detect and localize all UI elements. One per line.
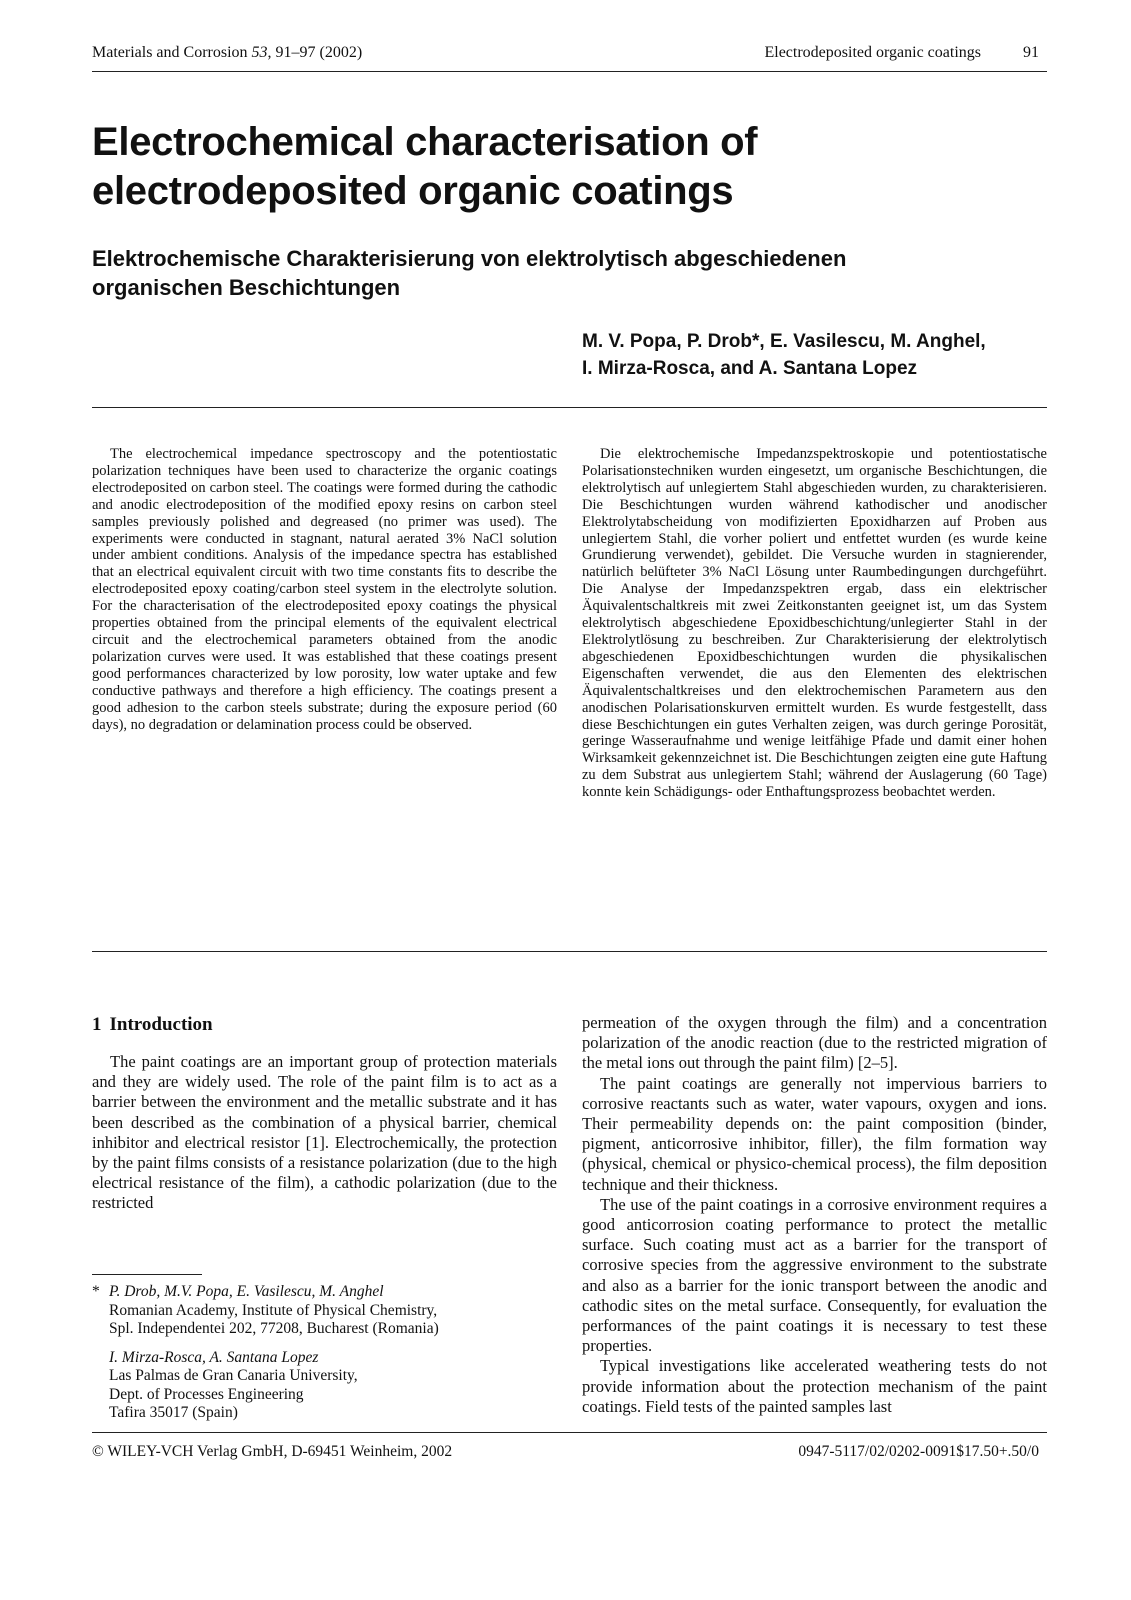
affiliation-1-line: Spl. Independentei 202, 77208, Bucharest (Romania) [109,1320,439,1337]
german-title-line-1: Elektrochemische Charakterisierung von elektrolytisch abgeschiedenen [92,246,847,271]
affiliation-2-line: Dept. of Processes Engineering [109,1385,304,1403]
article-title-line-2: electrodeposited organic coatings [92,169,734,213]
author-list-line-1: M. V. Popa, P. Drob*, E. Vasilescu, M. Anghel, [582,331,986,352]
footnote-rule [92,1274,202,1275]
affiliation-1-names: P. Drob, M.V. Popa, E. Vasilescu, M. Anghel [109,1283,384,1300]
body-paragraph: The paint coatings are an important group of protection materials and they are widely used. The role of the paint film is to act as a barrier between the environment and the metallic substrate and it has been described as the combination of a physical barrier, chemical inhibitor and electrical resistor [1]. Electrochemically, the protection by the paint films consists of a resistance polarization (due to the high electrical resistance of the film), a cathodic polarization (due to the restricted [92,1052,557,1213]
abstract-german-text: Die elektrochemische Impedanzspektroskopie und potentiostatische Polarisationstechniken wurden eingesetzt, um organische Beschichtungen, die elektrolytisch auf unlegiertem Stahl abgeschieden wurden, zu charakterisieren. Die Beschichtungen wurden während kathodischer und anodischer Elektrolytabscheidung von modifizierten Epoxidharzen auf Proben aus unlegiertem Stahl, die vorher poliert und entfettet wurden (es wurde keine Grundierung verwendet), gebildet. Die Versuche wurden in stagnierender, natürlich belüfteter 3% NaCl Lösung unter Raumbedingungen durchgeführt. Die Analyse der Impedanzspektren ergab, dass ein elektrischer Äquivalentschaltkreis mit zwei Zeitkonstanten geeignet ist, um das System elektrolytisch abgeschiedene Epoxidbeschichtung/unlegierter Stahl in der Elektrolytlösung zu beschreiben. Zur Charakterisierung der elektrolytisch abgeschiedenen Epoxidbeschichtungen wurden die physikalischen Eigenschaften verwendet, die aus den Elementen des elektrischen Äquivalentschaltkreises und den elektrochemischen Parametern aus den anodischen Polarisationskurven ermittelt wurden. Es wurde festgestellt, dass diese Beschichtungen ein gutes Verhalten zeigen, was durch geringe Porosität, geringe Wasseraufnahme und wenige leitfähige Pfade und damit einer hohen Wirksamkeit gekennzeichnet ist. Die Beschichtungen zeigten eine gute Haftung zu dem Substrat aus unlegiertem Stahl; während der Auslagerung (60 Tage) konnte kein Schädigungs- oder Enthaftungsprozess beobachtet werden. [582,446,1047,801]
journal-volume: 53 [251,44,268,61]
body-paragraph: permeation of the oxygen through the film) and a concentration polarization of the anodic reaction (due to the restricted migration of the metal ions out through the paint film) [2–5]. [582,1013,1047,1073]
body-column-right [582,1013,1047,1417]
body-paragraph: The paint coatings are generally not impervious barriers to corrosive reactants such as water, water vapours, oxygen and ions. Their permeability depends on: the paint composition (binder, pigment, anticorrosive inhibitor, filler), the film formation way (physical, chemical or physico-chemical process), the film deposition technique and their thickness. [582,1073,1047,1194]
section-title: Introduction [109,1014,213,1035]
journal-pages-year: , 91–97 (2002) [267,44,363,61]
german-title-line-2: organischen Beschichtungen [92,275,401,300]
article-title-line-1: Electrochemical characterisation of [92,120,758,164]
article-code: 0947-5117/02/0202-0091$17.50+.50/0 [798,1443,1039,1460]
body-paragraph: The use of the paint coatings in a corrosive environment requires a good anticorrosion coating performance to protect the metallic surface. Such coating must act as a barrier for the transport of corrosive species from the aggressive environment to the substrate and also as a barrier for the ionic transport between the anodic and cathodic sites on the metal surface. Consequently, for evaluation the performances of the paint coatings it is necessary to test these properties. [582,1194,1047,1356]
author-list-line-2: I. Mirza-Rosca, and A. Santana Lopez [582,358,918,379]
affiliation-2-line: Las Palmas de Gran Canaria University, [109,1367,358,1384]
title-rule [92,407,1047,408]
german-title [92,244,992,302]
footnote-marker: * [92,1283,100,1300]
abstract-rule [92,951,1047,952]
abstract-english [92,446,557,733]
affiliation-2-line: Tafira 35017 (Spain) [109,1404,238,1421]
section-heading [92,1014,213,1036]
running-title: Electrodeposited organic coatings [764,44,981,61]
footer-rule [92,1432,1047,1433]
affiliation-2-names: I. Mirza-Rosca, A. Santana Lopez [109,1348,319,1366]
running-header [764,44,1039,62]
article-title [92,118,992,216]
journal-citation [92,44,362,62]
header-rule [92,71,1047,72]
page-number: 91 [1023,44,1039,61]
abstract-german [582,446,1047,801]
copyright-notice: © WILEY-VCH Verlag GmbH, D-69451 Weinheim, 2002 [92,1443,453,1460]
author-list [582,328,1052,382]
journal-name: Materials and Corrosion [92,44,248,61]
author-affiliations-footnote [92,1283,562,1423]
section-number: 1 [92,1014,102,1035]
affiliation-1-line: Romanian Academy, Institute of Physical Chemistry, [109,1301,438,1319]
body-column-left [92,1052,557,1214]
abstract-english-text: The electrochemical impedance spectroscopy and the potentiostatic polarization techniques have been used to characterize the organic coatings electrodeposited on carbon steel. The coatings were formed during the cathodic and anodic electrodeposition of the modified epoxy resins on carbon steel samples previously polished and degreased (no primer was used). The experiments were conducted in stagnant, natural aerated 3% NaCl solution under ambient conditions. Analysis of the impedance spectra has established that an electrical equivalent circuit with two time constants fits to describe the electrodeposited epoxy coating/carbon steel system in the electrolyte solution. For the characterisation of the electrodeposited epoxy coatings the physical properties obtained from the principal elements of the equivalent electrical circuit and the electrochemical parameters obtained from the anodic polarization curves were used. It was established that these coatings present good performances characterized by low porosity, low water uptake and few conductive pathways and therefore a high efficiency. The coatings present a good adhesion to the carbon steels substrate; during the exposure period (60 days), no degradation or delamination process could be observed. [92,446,557,733]
body-paragraph: Typical investigations like accelerated weathering tests do not provide information about the protection mechanism of the paint coatings. Field tests of the painted samples last [582,1356,1047,1416]
